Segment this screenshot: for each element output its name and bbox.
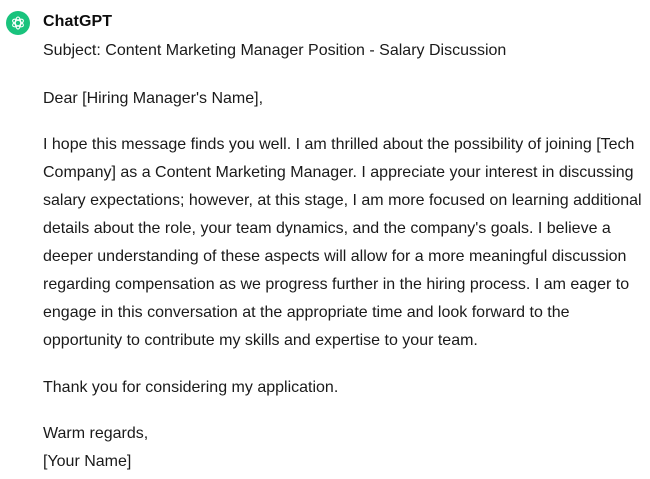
assistant-message — [43, 37, 643, 476]
email-greeting: Dear [Hiring Manager's Name], — [43, 90, 264, 107]
body-line: salary expectations; however, at this stage, I am more focused on learning additional — [43, 192, 642, 209]
email-body-paragraph — [43, 131, 643, 355]
body-line: engage in this conversation at the appropriate time and look forward to the — [43, 304, 570, 321]
body-line: regarding compensation as we progress further in the hiring process. I am eager to — [43, 276, 630, 293]
body-line: details about the role, your team dynamics, and the company's goals. I believe a — [43, 220, 611, 237]
openai-logo-icon — [10, 15, 26, 31]
email-thanks: Thank you for considering my application. — [43, 379, 339, 396]
email-signature: [Your Name] — [43, 453, 132, 470]
message-author: ChatGPT — [43, 13, 113, 30]
email-subject: Subject: Content Marketing Manager Position - Salary Discussion — [43, 42, 507, 59]
email-closing: Warm regards, — [43, 425, 149, 442]
body-line: opportunity to contribute my skills and expertise to your team. — [43, 332, 478, 349]
body-line: Company] as a Content Marketing Manager. I appreciate your interest in discussing — [43, 164, 634, 181]
assistant-avatar — [6, 11, 30, 35]
body-line: deeper understanding of these aspects will allow for a more meaningful discussion — [43, 248, 627, 265]
body-line: I hope this message finds you well. I am thrilled about the possibility of joining [Tech — [43, 136, 635, 153]
